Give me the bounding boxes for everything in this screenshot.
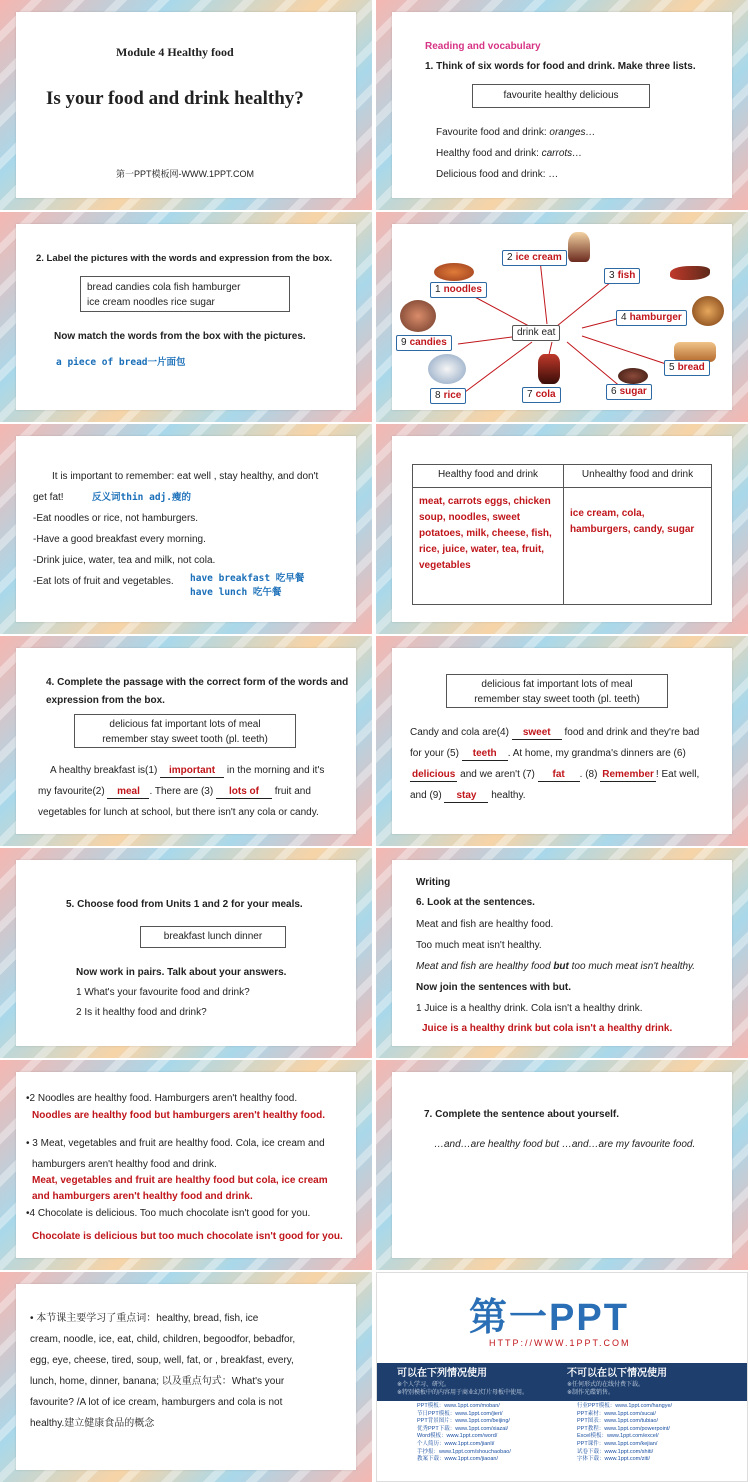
module-title: Module 4 Healthy food xyxy=(116,45,234,59)
answer-5: teeth xyxy=(462,747,508,761)
credit-link[interactable]: PPT课件：www.1ppt.com/kejian/ xyxy=(577,1440,658,1447)
candies-image xyxy=(400,300,436,332)
credit-link[interactable]: 手抄报：www.1ppt.com/shouchaobao/ xyxy=(417,1448,511,1455)
credit-link[interactable]: PPT模板：www.1ppt.com/moban/ xyxy=(417,1403,500,1409)
cannot-use-item-2: ※制作光碟销售。 xyxy=(567,1390,615,1396)
credits-panel xyxy=(377,1363,747,1481)
section-heading: Writing xyxy=(416,877,451,888)
word-box-line-1: delicious fat important lots of meal xyxy=(481,679,633,690)
task-text: 1. Think of six words for food and drink. Make three lists. xyxy=(425,61,696,72)
passage-line-1: Candy and cola are(4) sweet food and drink and they're bad xyxy=(410,727,700,738)
sentence-2: Too much meat isn't healthy. xyxy=(416,940,542,951)
word-box xyxy=(140,926,286,948)
task-text: 2. Label the pictures with the words and expression from the box. xyxy=(36,253,333,264)
answer-2: Noodles are healthy food but hamburgers aren't healthy food. xyxy=(32,1110,325,1121)
slide-4 xyxy=(376,212,748,422)
answer-9: stay xyxy=(444,789,488,803)
word-box xyxy=(80,276,290,312)
slide-card xyxy=(16,648,356,834)
match-instruction: Now match the words from the box with the pictures. xyxy=(54,331,306,342)
credit-link[interactable]: 优秀PPT下载：www.1ppt.com/xiazai/ xyxy=(417,1425,509,1432)
antonym-note: 反义词thin adj.瘦的 xyxy=(92,492,191,503)
can-use-item-1: ※个人学习、研究。 xyxy=(397,1382,451,1388)
credit-link[interactable]: PPT背景图片：www.1ppt.com/beijing/ xyxy=(417,1418,510,1425)
sugar-image xyxy=(618,368,648,384)
label-sugar: 6 sugar xyxy=(606,384,652,400)
slide-card xyxy=(16,224,356,410)
passage-line-2: my favourite(2) meal . There are (3) lots of fruit and xyxy=(38,786,311,797)
bullet-2: -Have a good breakfast every morning. xyxy=(33,534,206,545)
slide-1 xyxy=(0,0,372,210)
phrase-note-2: have lunch 吃午餐 xyxy=(190,587,282,598)
bullet-3: -Drink juice, water, tea and milk, not cola. xyxy=(33,555,216,566)
links-right xyxy=(577,1403,672,1464)
word-box-line-1: delicious fat important lots of meal xyxy=(109,719,261,730)
list-line-1: Favourite food and drink: oranges… xyxy=(436,127,596,138)
credit-link[interactable]: 行业PPT模板：www.1ppt.com/hangye/ xyxy=(577,1403,673,1409)
answer-2: meal xyxy=(107,785,149,799)
slide-13 xyxy=(0,1272,372,1482)
slide-card xyxy=(16,436,356,622)
passage-line-2: for your (5) teeth . At home, my grandma's dinners are (6) xyxy=(410,748,686,759)
rice-image xyxy=(428,354,466,384)
passage-line-1: A healthy breakfast is(1) important in the morning and it's xyxy=(50,765,325,776)
word-box-line-1: bread candies cola fish hamburger xyxy=(87,282,241,293)
label-ice-cream: 2 ice cream xyxy=(502,250,567,266)
ice-cream-image xyxy=(568,232,590,262)
question-4: •4 Chocolate is delicious. Too much chocolate isn't good for you. xyxy=(26,1208,311,1219)
question-2: 2 Is it healthy food and drink? xyxy=(76,1007,207,1018)
slide-card xyxy=(392,648,732,834)
table-header-unhealthy: Unhealthy food and drink xyxy=(564,465,712,488)
join-instruction: Now join the sentences with but. xyxy=(416,982,572,993)
center-label: drink eat xyxy=(512,325,560,341)
food-table xyxy=(412,464,712,605)
slide-card xyxy=(392,860,732,1046)
slide-7 xyxy=(0,636,372,846)
credit-link[interactable]: 试卷下载：www.1ppt.com/shiti/ xyxy=(577,1448,654,1455)
healthy-cell: meat, carrots eggs, chicken soup, noodles, sweet potatoes, milk, cheese, fish, rice, juice, water, tea, fruit, vegetables xyxy=(413,488,564,605)
noodles-image xyxy=(434,263,474,281)
site-logo: 第一PPT xyxy=(469,1297,629,1339)
question-1: 1 What's your favourite food and drink? xyxy=(76,987,250,998)
answer-3-line-2: and hamburgers aren't healthy food and drink. xyxy=(32,1191,253,1202)
slide-10 xyxy=(376,848,748,1058)
slide-card xyxy=(16,1072,356,1258)
links-left xyxy=(417,1403,511,1464)
slide-card xyxy=(16,860,356,1046)
question-1: 1 Juice is a healthy drink. Cola isn't a healthy drink. xyxy=(416,1003,643,1014)
list-line-3: Delicious food and drink: … xyxy=(436,169,559,180)
summary-line-6: healthy.建立健康食品的概念 xyxy=(30,1418,155,1429)
label-rice: 8 rice xyxy=(430,388,466,404)
credit-link[interactable]: Excel模板：www.1ppt.com/excel/ xyxy=(577,1433,659,1440)
slide-6 xyxy=(376,424,748,634)
slide-5 xyxy=(0,424,372,634)
label-noodles: 1 noodles xyxy=(430,282,487,298)
summary-line-2: cream, noodle, ice, eat, child, children, begoodfor, bebadfor, xyxy=(30,1334,296,1345)
slide-card xyxy=(392,1072,732,1258)
cannot-use-item-1: ※任何形式的在线付费下载。 xyxy=(567,1382,645,1388)
phrase-note-1: have breakfast 吃早餐 xyxy=(190,573,305,584)
can-use-item-2: ※特别模板中的内容用于商业幻灯片母板中使用。 xyxy=(397,1390,529,1396)
slide-8 xyxy=(376,636,748,846)
pairs-instruction: Now work in pairs. Talk about your answers. xyxy=(76,967,287,978)
slide-11 xyxy=(0,1060,372,1270)
task-line-2: expression from the box. xyxy=(46,695,165,706)
rule-line-1: It is important to remember: eat well , stay healthy, and don't xyxy=(52,471,319,482)
summary-line-5: favourite? /A lot of ice cream, hamburgers and cola is not xyxy=(30,1397,283,1408)
question-2: •2 Noodles are healthy food. Hamburgers aren't healthy food. xyxy=(26,1093,298,1104)
label-cola: 7 cola xyxy=(522,387,561,403)
links-area xyxy=(377,1401,747,1481)
credit-link[interactable]: PPT教程：www.1ppt.com/powerpoint/ xyxy=(577,1425,670,1432)
list-line-2: Healthy food and drink: carrots… xyxy=(436,148,583,159)
rule-line-2: get fat! xyxy=(33,492,64,503)
credit-link[interactable]: PPT素材：www.1ppt.com/sucai/ xyxy=(577,1410,656,1417)
can-use-title: 可以在下列情况使用 xyxy=(397,1368,487,1379)
hamburger-image xyxy=(692,296,724,326)
summary-line-3: egg, eye, cheese, tired, soup, well, fat, or , breakfast, every, xyxy=(30,1355,294,1366)
bread-image xyxy=(674,342,716,362)
task-text: 7. Complete the sentence about yourself. xyxy=(424,1109,620,1120)
answer-4: sweet xyxy=(512,726,562,740)
bullet-1: -Eat noodles or rice, not hamburgers. xyxy=(33,513,199,524)
word-box xyxy=(472,84,650,108)
answer-3-line-1: Meat, vegetables and fruit are healthy food but cola, ice cream xyxy=(32,1175,328,1186)
credit-link[interactable]: 节日PPT模板：www.1ppt.com/jieri/ xyxy=(417,1410,503,1417)
credit-link[interactable]: 字体下载：www.1ppt.com/ziti/ xyxy=(577,1456,651,1463)
lesson-title: Is your food and drink healthy? xyxy=(46,88,304,109)
slide-2 xyxy=(376,0,748,210)
task-text: 5. Choose food from Units 1 and 2 for your meals. xyxy=(66,899,303,910)
site-url: HTTP://WWW.1PPT.COM xyxy=(489,1338,631,1348)
slide-card xyxy=(392,436,732,622)
slide-12 xyxy=(376,1060,748,1270)
answer-6: delicious xyxy=(412,769,456,780)
slide-9 xyxy=(0,848,372,1058)
passage-line-4: and (9) stay healthy. xyxy=(410,790,526,801)
slide-card xyxy=(16,12,356,198)
summary-line-4: lunch, home, dinner, banana; 以及重点句式：What's your xyxy=(30,1376,285,1387)
section-heading: Reading and vocabulary xyxy=(425,41,541,52)
slide-14 xyxy=(376,1272,748,1482)
answer-3: lots of xyxy=(216,785,272,799)
fish-image xyxy=(670,266,710,280)
label-candies: 9 candies xyxy=(396,335,452,351)
label-hamburger: 4 hamburger xyxy=(616,310,687,326)
bullet-4: -Eat lots of fruit and vegetables. xyxy=(33,576,174,587)
answer-1: important xyxy=(160,764,224,778)
slide-card xyxy=(392,12,732,198)
cola-image xyxy=(538,354,560,384)
answer-1: Juice is a healthy drink but cola isn't a healthy drink. xyxy=(422,1023,673,1034)
table-header-healthy: Healthy food and drink xyxy=(413,465,564,488)
answer-4: Chocolate is delicious but too much chocolate isn't good for you. xyxy=(32,1231,343,1242)
question-3-line-2: hamburgers aren't healthy food and drink. xyxy=(32,1159,217,1170)
sentence-frame: …and…are healthy food but …and…are my favourite food. xyxy=(434,1139,696,1150)
task-line-1: 4. Complete the passage with the correct form of the words and xyxy=(46,677,349,688)
slide-3 xyxy=(0,212,372,422)
passage-line-3: vegetables for lunch at school, but there isn't any cola or candy. xyxy=(38,807,319,818)
slide-card xyxy=(16,1284,356,1470)
word-box-line-2: remember stay sweet tooth (pl. teeth) xyxy=(102,734,268,745)
sentence-3: Meat and fish are healthy food but too much meat isn't healthy. xyxy=(416,961,696,972)
word-box-line-2: ice cream noodles rice sugar xyxy=(87,297,215,308)
answer-8: Remember xyxy=(602,769,654,780)
word-box-text: breakfast lunch dinner xyxy=(163,931,263,942)
credit-link[interactable]: 教案下载：www.1ppt.com/jiaoan/ xyxy=(417,1456,498,1463)
sentence-1: Meat and fish are healthy food. xyxy=(416,919,554,930)
word-box-line-2: remember stay sweet tooth (pl. teeth) xyxy=(474,694,640,705)
credit-link[interactable]: PPT图表：www.1ppt.com/tubiao/ xyxy=(577,1418,659,1425)
label-fish: 3 fish xyxy=(604,268,640,284)
unhealthy-cell: ice cream, cola, hamburgers, candy, sugar xyxy=(564,488,712,605)
answer-7: fat xyxy=(538,768,580,782)
watermark-text: 第一PPT模板网-WWW.1PPT.COM xyxy=(116,169,254,179)
question-3-line-1: • 3 Meat, vegetables and fruit are healthy food. Cola, ice cream and xyxy=(26,1138,325,1149)
word-box xyxy=(446,674,668,708)
passage-line-3: delicious and we aren't (7) fat . (8) Remember ! Eat well, xyxy=(412,769,700,780)
credit-link[interactable]: Word模板：www.1ppt.com/word/ xyxy=(417,1433,498,1440)
task-text: 6. Look at the sentences. xyxy=(416,897,535,908)
vocab-note: a piece of bread一片面包 xyxy=(56,357,186,368)
word-box xyxy=(74,714,296,748)
label-bread: 5 bread xyxy=(664,360,710,376)
word-box-text: favourite healthy delicious xyxy=(503,90,619,101)
credit-link[interactable]: 个人简历：www.1ppt.com/jianli/ xyxy=(417,1440,495,1447)
summary-line-1: • 本节课主要学习了重点词：healthy, bread, fish, ice xyxy=(30,1313,259,1324)
slide-card xyxy=(392,224,732,410)
cannot-use-title: 不可以在以下情况使用 xyxy=(567,1368,667,1379)
